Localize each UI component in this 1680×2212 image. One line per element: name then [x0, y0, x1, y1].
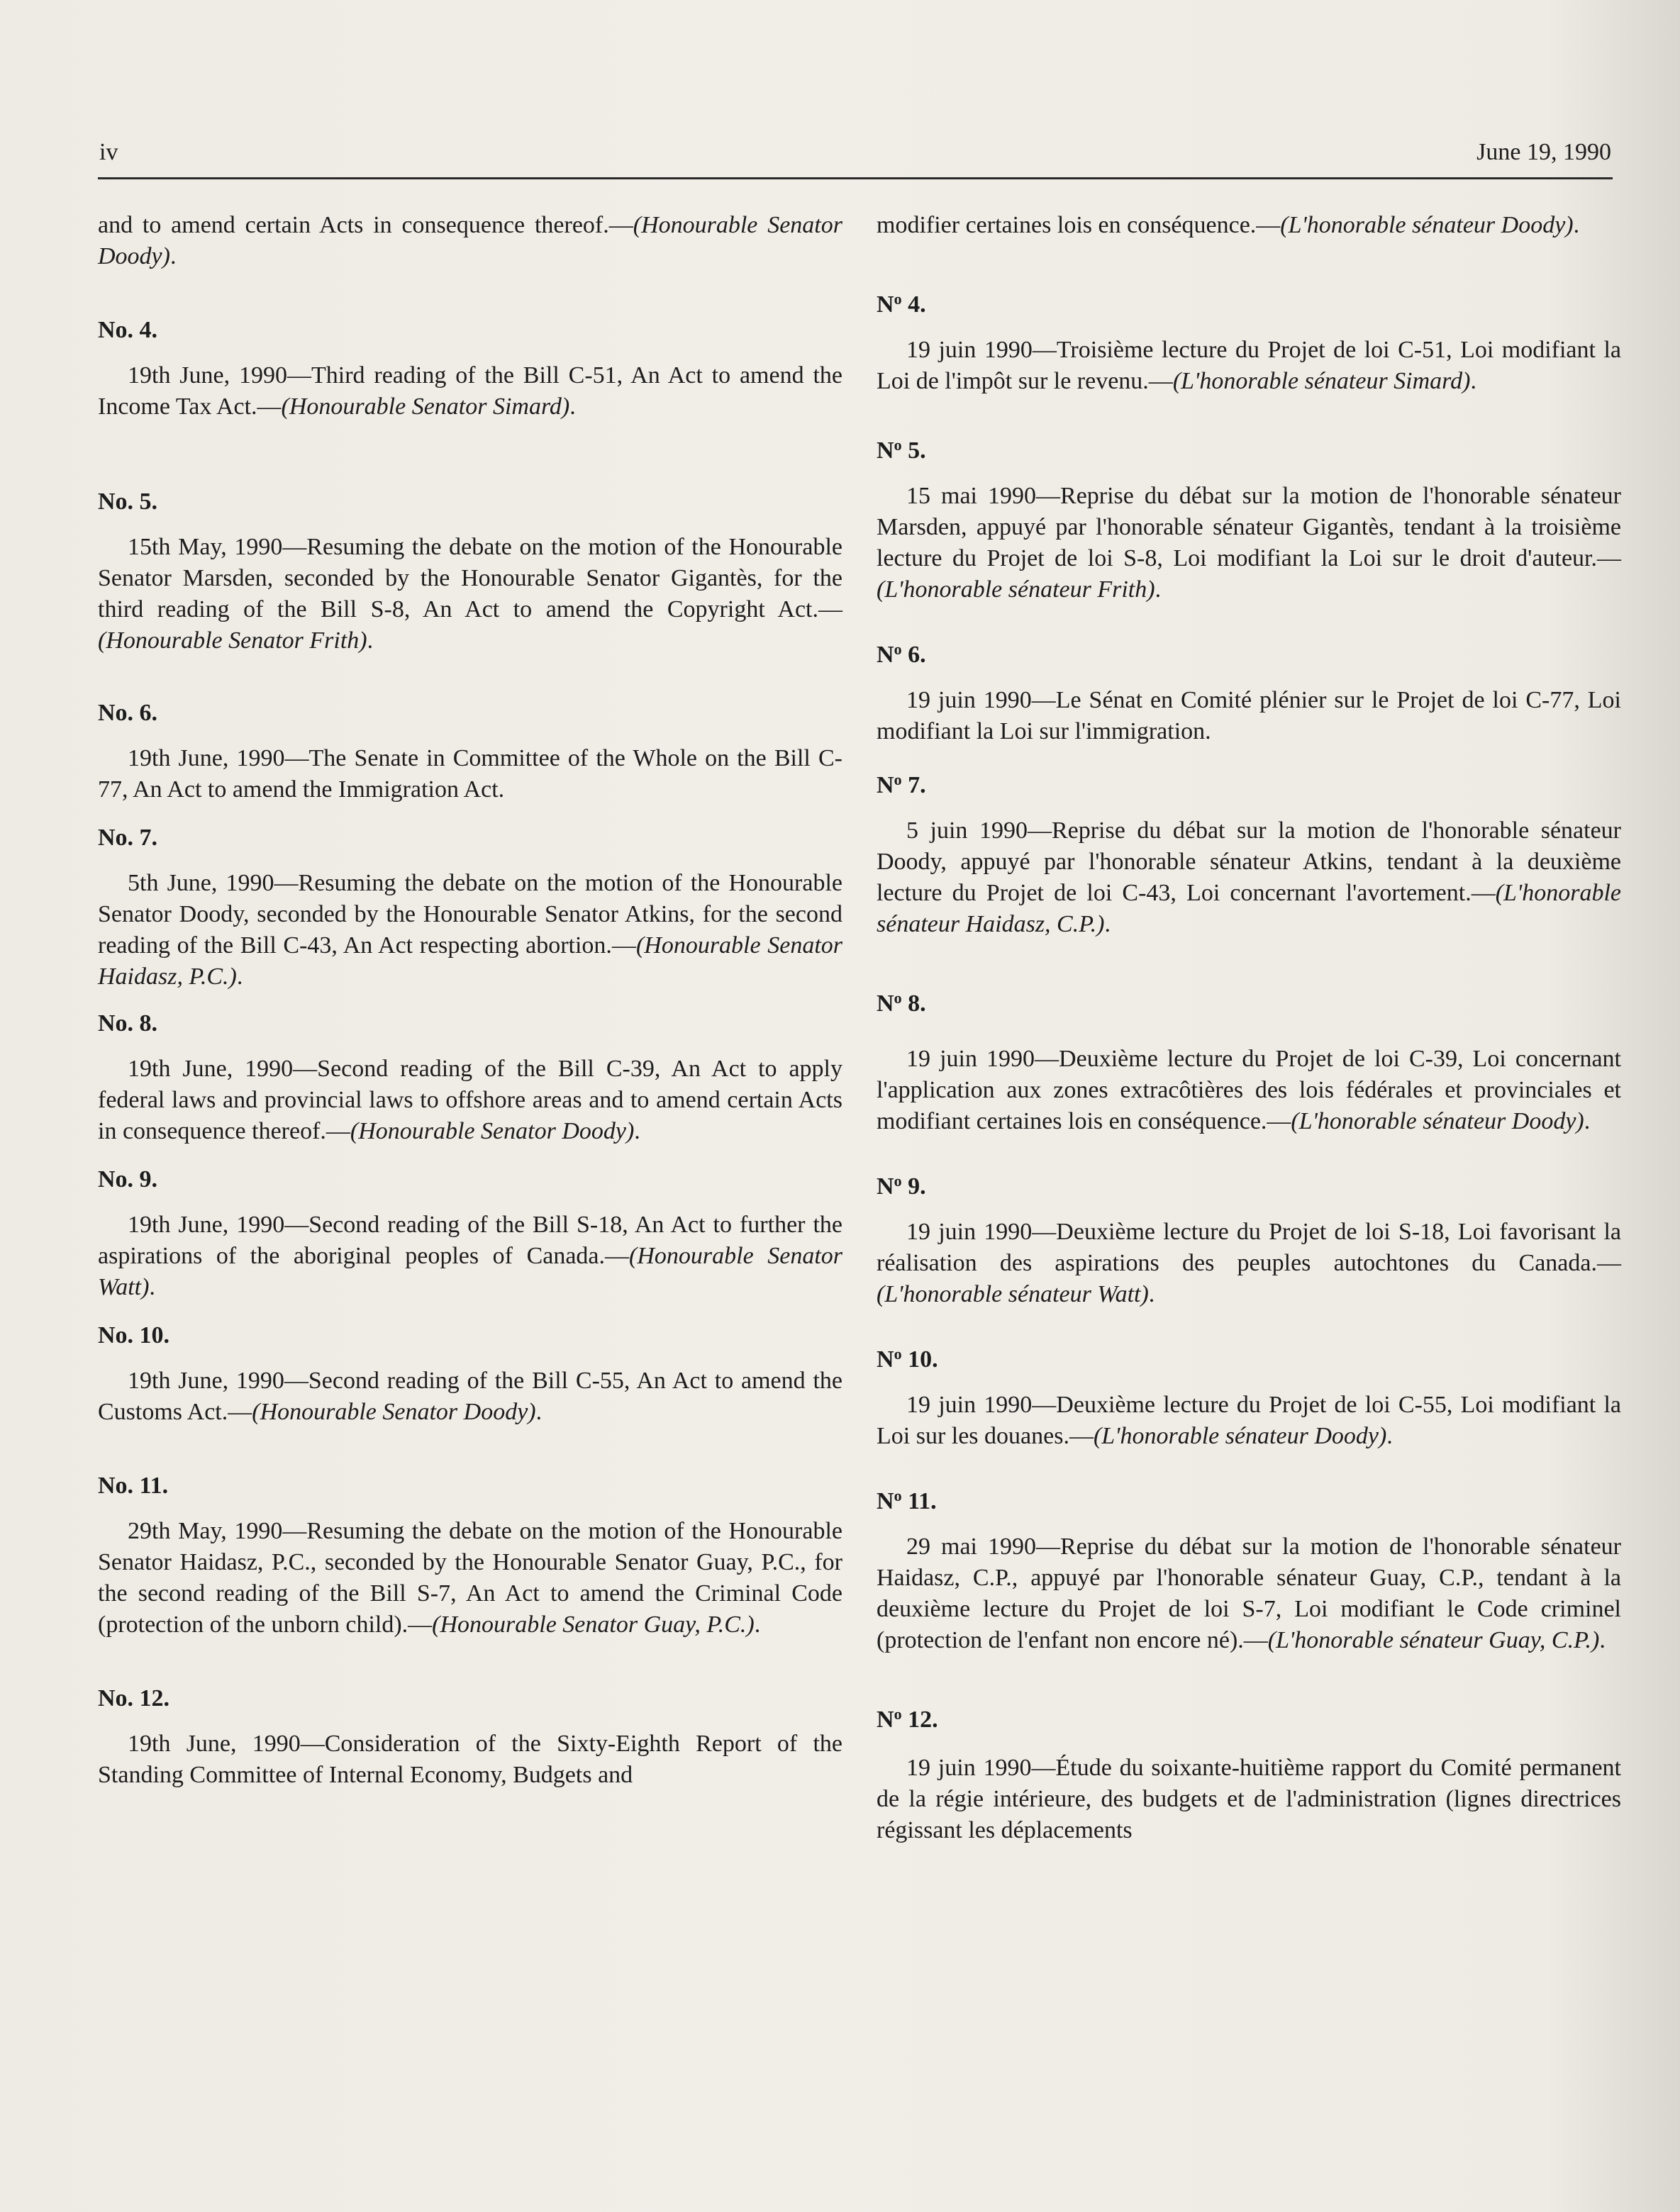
continued-paragraph: modifier certaines lois en conséquence.—(L'honorable sénateur Doody). — [877, 212, 1580, 238]
order-item — [877, 284, 1621, 397]
item-number: $N^o$ 5. — [877, 436, 926, 464]
order-item — [877, 430, 1621, 605]
order-item — [98, 1683, 842, 1791]
order-item — [877, 1166, 1621, 1310]
item-text: 15th May, 1990—Resuming the debate on the motion of the Honourable Senator Marsden, seconded by the Honourable Senator Gigantès, for the third reading of the Bill S-8, An Act to amend the Copyright Act.—(Honourable Senator Frith). — [98, 534, 842, 654]
order-item — [98, 486, 842, 657]
item-text: 19 juin 1990—Étude du soixante-huitième rapport du Comité permanent de la régie intérieure, des budgets et de l'administration (lignes directrices régissant les déplacements — [877, 1755, 1621, 1843]
item-text: 19th June, 1990—Consideration of the Sixty-Eighth Report of the Standing Committee of Internal Economy, Budgets and — [98, 1731, 842, 1788]
item-number: No. 12. — [98, 1685, 170, 1711]
order-item — [98, 698, 842, 805]
order-item — [98, 1008, 842, 1147]
order-item — [877, 1480, 1621, 1656]
item-text: 15 mai 1990—Reprise du débat sur la motion de l'honorable sénateur Marsden, appuyé par l'honorable sénateur Gigantès, tendant à la troisième lecture du Projet de loi S-8, Loi modifiant la Loi sur le droit d'auteur.—(L'honorable sénateur Frith). — [877, 483, 1621, 603]
order-item — [877, 634, 1621, 747]
order-item — [877, 983, 1621, 1137]
header-date: June 19, 1990 — [1476, 139, 1611, 165]
item-text: 19th June, 1990—Second reading of the Bill C-39, An Act to apply federal laws and provincial laws to offshore areas and to amend certain Acts in consequence thereof.—(Honourable Senator Doody). — [98, 1056, 842, 1144]
item-text: 19th June, 1990—The Senate in Committee of the Whole on the Bill C-77, An Act to amend the Immigration Act. — [98, 745, 842, 803]
item-number: $N^o$ 6. — [877, 640, 926, 668]
page-folio: iv — [99, 139, 118, 165]
order-item — [98, 1320, 842, 1428]
item-number: $N^o$ 10. — [877, 1345, 938, 1373]
item-number: No. 6. — [98, 700, 158, 726]
item-number: $N^o$ 9. — [877, 1172, 926, 1200]
order-item — [98, 1470, 842, 1641]
continued-paragraph: and to amend certain Acts in consequence thereof.—(Honourable Senator Doody). — [98, 212, 842, 269]
item-number: No. 5. — [98, 488, 158, 515]
order-item — [877, 764, 1621, 940]
item-number: $N^o$ 12. — [877, 1705, 938, 1733]
order-item — [98, 822, 842, 993]
item-text: 19th June, 1990—Second reading of the Bill S-18, An Act to further the aspirations of the aboriginal peoples of Canada.—(Honourable Senator Watt). — [98, 1212, 842, 1300]
item-text: 19th June, 1990—Second reading of the Bill C-55, An Act to amend the Customs Act.—(Honourable Senator Doody). — [98, 1368, 842, 1425]
order-item — [877, 1339, 1621, 1452]
item-text: 19 juin 1990—Deuxième lecture du Projet de loi C-39, Loi concernant l'application aux zones extracôtières des lois fédérales et provinciales et modifiant certaines lois en conséquence.—(L'honorable sénateur Doody). — [877, 1046, 1621, 1134]
item-text: 29th May, 1990—Resuming the debate on the motion of the Honourable Senator Haidasz, P.C., seconded by the Honourable Senator Guay, P.C., for the second reading of the Bill S-7, An Act to amend the Criminal Code (protection of the unborn child).—(Honourable Senator Guay, P.C.). — [98, 1518, 842, 1638]
item-number: $N^o$ 4. — [877, 290, 926, 318]
item-number: No. 4. — [98, 317, 158, 343]
item-number: No. 7. — [98, 825, 158, 851]
item-number: $N^o$ 7. — [877, 771, 926, 798]
item-number: $N^o$ 11. — [877, 1487, 937, 1514]
item-number: $N^o$ 8. — [877, 989, 926, 1017]
item-text: 19 juin 1990—Troisième lecture du Projet de loi C-51, Loi modifiant la Loi de l'impôt sur le revenu.—(L'honorable sénateur Simard). — [877, 337, 1621, 394]
item-number: No. 9. — [98, 1166, 158, 1192]
page-header — [98, 139, 1613, 179]
english-column — [98, 210, 842, 1791]
item-text: 19 juin 1990—Deuxième lecture du Projet de loi C-55, Loi modifiant la Loi sur les douanes.—(L'honorable sénateur Doody). — [877, 1392, 1621, 1449]
item-text: 19 juin 1990—Deuxième lecture du Projet de loi S-18, Loi favorisant la réalisation des aspirations des peuples autochtones du Canada.—(L'honorable sénateur Watt). — [877, 1219, 1621, 1307]
item-text: 19th June, 1990—Third reading of the Bill C-51, An Act to amend the Income Tax Act.—(Honourable Senator Simard). — [98, 362, 842, 420]
item-number: No. 11. — [98, 1473, 169, 1499]
order-item — [98, 315, 842, 423]
order-item — [98, 1164, 842, 1303]
item-number: No. 10. — [98, 1322, 170, 1348]
french-column — [877, 210, 1621, 1846]
item-text: 5th June, 1990—Resuming the debate on the motion of the Honourable Senator Doody, seconded by the Honourable Senator Atkins, for the second reading of the Bill C-43, An Act respecting abortion.—(Honourable Senator Haidasz, P.C.). — [98, 870, 842, 990]
item-text: 19 juin 1990—Le Sénat en Comité plénier sur le Projet de loi C-77, Loi modifiant la Loi sur l'immigration. — [877, 687, 1621, 744]
item-text: 29 mai 1990—Reprise du débat sur la motion de l'honorable sénateur Haidasz, C.P., appuyé par l'honorable sénateur Guay, C.P., tendant à la deuxième lecture du Projet de loi S-7, Loi modifiant le Code criminel (protection de l'enfant non encore né).—(L'honorable sénateur Guay, C.P.). — [877, 1534, 1621, 1653]
item-text: 5 juin 1990—Reprise du débat sur la motion de l'honorable sénateur Doody, appuyé par l'honorable sénateur Atkins, tendant à la deuxième lecture du Projet de loi C-43, Loi concernant l'avortement.—(L'honorable sénateur Haidasz, C.P.). — [877, 817, 1621, 937]
order-item — [877, 1699, 1621, 1846]
item-number: No. 8. — [98, 1010, 158, 1037]
